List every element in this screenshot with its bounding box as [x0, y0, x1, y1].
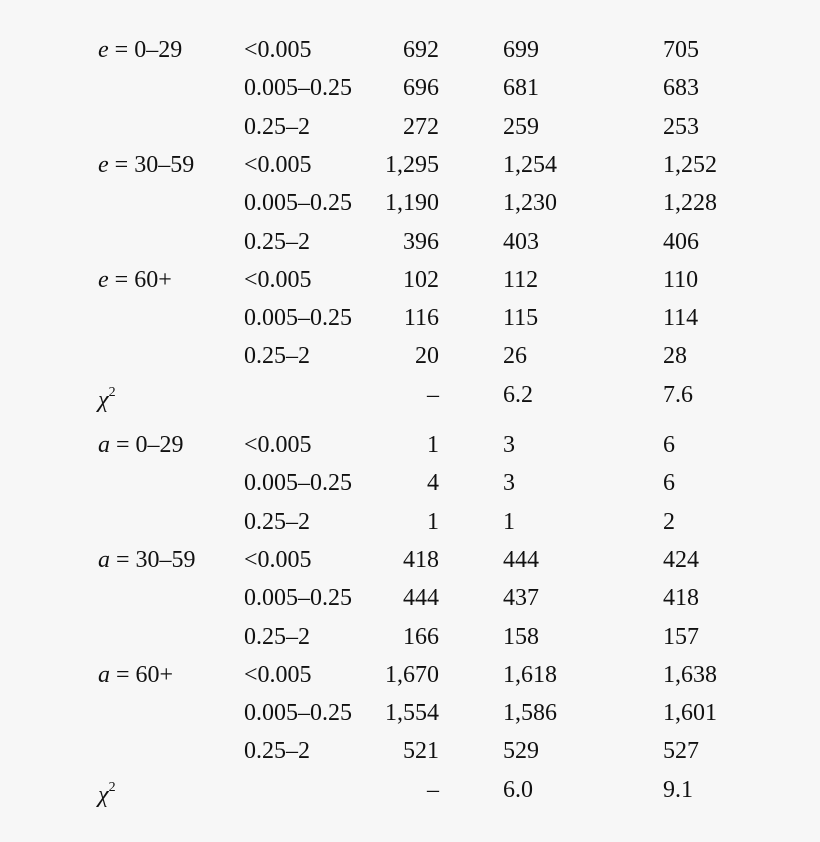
value-cell: 527 [663, 738, 699, 765]
value-cell: 115 [503, 305, 539, 332]
interval-cell: 0.25–2 [244, 738, 310, 765]
value-cell: 1,228 [663, 190, 717, 217]
value-cell: 696 [403, 75, 439, 102]
value-cell: 1,670 [385, 661, 439, 688]
value-cell: 158 [503, 623, 539, 650]
value-cell: 692 [403, 37, 439, 63]
chi-square-value: – [427, 776, 439, 803]
value-cell: 1 [427, 432, 439, 458]
value-cell: 253 [663, 113, 699, 140]
group-variable: e [98, 37, 109, 63]
group-range: = 0–29 [116, 432, 184, 458]
value-cell: 166 [403, 623, 439, 650]
value-cell: 683 [663, 75, 699, 102]
interval-cell: 0.005–0.25 [244, 190, 352, 217]
value-cell: 2 [663, 508, 675, 535]
value-cell: 418 [663, 585, 699, 612]
group-label [98, 151, 194, 179]
value-cell: 444 [503, 546, 539, 573]
value-cell: 6 [663, 432, 675, 458]
chi-superscript: 2 [108, 779, 116, 795]
group-variable: a [98, 432, 110, 458]
value-cell: 1,638 [663, 661, 717, 688]
chi-square-value: – [427, 381, 439, 408]
value-cell: 1,252 [663, 151, 717, 178]
value-cell: 1 [503, 508, 515, 535]
chi-square-value: 9.1 [663, 776, 693, 803]
interval-cell: 0.005–0.25 [244, 470, 352, 497]
chi-symbol: χ [98, 781, 109, 808]
interval-cell: 0.25–2 [244, 228, 310, 255]
interval-cell: 0.25–2 [244, 113, 310, 140]
value-cell: 1,230 [503, 190, 557, 217]
group-range: = 60+ [116, 661, 174, 688]
group-label [98, 266, 172, 294]
value-cell: 20 [415, 343, 439, 370]
group-label [98, 546, 196, 574]
value-cell: 444 [403, 585, 439, 612]
interval-cell: 0.005–0.25 [244, 700, 352, 727]
interval-cell: 0.005–0.25 [244, 305, 352, 332]
value-cell: 1,601 [663, 700, 717, 727]
value-cell: 26 [503, 343, 527, 370]
group-variable: a [98, 546, 110, 573]
group-range: = 30–59 [116, 546, 196, 573]
value-cell: 699 [503, 37, 539, 63]
group-variable: e [98, 151, 109, 178]
chi-square-value: 7.6 [663, 381, 693, 408]
interval-cell: 0.25–2 [244, 508, 310, 535]
value-cell: 1,618 [503, 661, 557, 688]
value-cell: 418 [403, 546, 439, 573]
group-range: = 30–59 [114, 151, 195, 178]
group-label [98, 661, 173, 689]
value-cell: 1,254 [503, 151, 557, 178]
value-cell: 437 [503, 585, 539, 612]
interval-cell: 0.25–2 [244, 623, 310, 650]
value-cell: 28 [663, 343, 687, 370]
chi-superscript: 2 [108, 384, 116, 400]
value-cell: 1,554 [385, 700, 439, 727]
value-cell: 1,190 [385, 190, 439, 217]
value-cell: 424 [663, 546, 699, 573]
interval-cell: <0.005 [244, 546, 312, 573]
value-cell: 3 [503, 470, 515, 497]
value-cell: 6 [663, 470, 675, 497]
value-cell: 521 [403, 738, 439, 765]
value-cell: 112 [503, 266, 539, 293]
interval-cell: <0.005 [244, 151, 312, 178]
value-cell: 1 [427, 508, 439, 535]
interval-cell: 0.005–0.25 [244, 75, 352, 102]
value-cell: 114 [663, 305, 699, 332]
value-cell: 157 [663, 623, 699, 650]
value-cell: 272 [403, 113, 439, 140]
group-label [98, 36, 182, 64]
value-cell: 396 [403, 228, 439, 255]
chi-square-value: 6.0 [503, 776, 533, 803]
interval-cell: 0.005–0.25 [244, 585, 352, 612]
value-cell: 406 [663, 228, 699, 255]
group-label [98, 431, 184, 459]
value-cell: 110 [663, 266, 699, 293]
interval-cell: <0.005 [244, 37, 312, 63]
value-cell: 705 [663, 37, 699, 63]
value-cell: 3 [503, 432, 515, 458]
chi-square-value: 6.2 [503, 381, 533, 408]
chi-square-label [98, 381, 116, 414]
interval-cell: 0.25–2 [244, 343, 310, 370]
value-cell: 4 [427, 470, 439, 497]
value-cell: 1,295 [385, 151, 439, 178]
group-variable: e [98, 266, 109, 293]
value-cell: 102 [403, 266, 439, 293]
group-range: = 60+ [114, 266, 172, 293]
value-cell: 1,586 [503, 700, 557, 727]
group-range: = 0–29 [114, 37, 183, 63]
value-cell: 259 [503, 113, 539, 140]
chi-square-label [98, 776, 116, 809]
value-cell: 681 [503, 75, 539, 102]
interval-cell: <0.005 [244, 266, 312, 293]
interval-cell: <0.005 [244, 661, 312, 688]
interval-cell: <0.005 [244, 432, 312, 458]
chi-symbol: χ [98, 386, 109, 413]
value-cell: 529 [503, 738, 539, 765]
group-variable: a [98, 661, 110, 688]
value-cell: 403 [503, 228, 539, 255]
value-cell: 116 [403, 305, 439, 332]
